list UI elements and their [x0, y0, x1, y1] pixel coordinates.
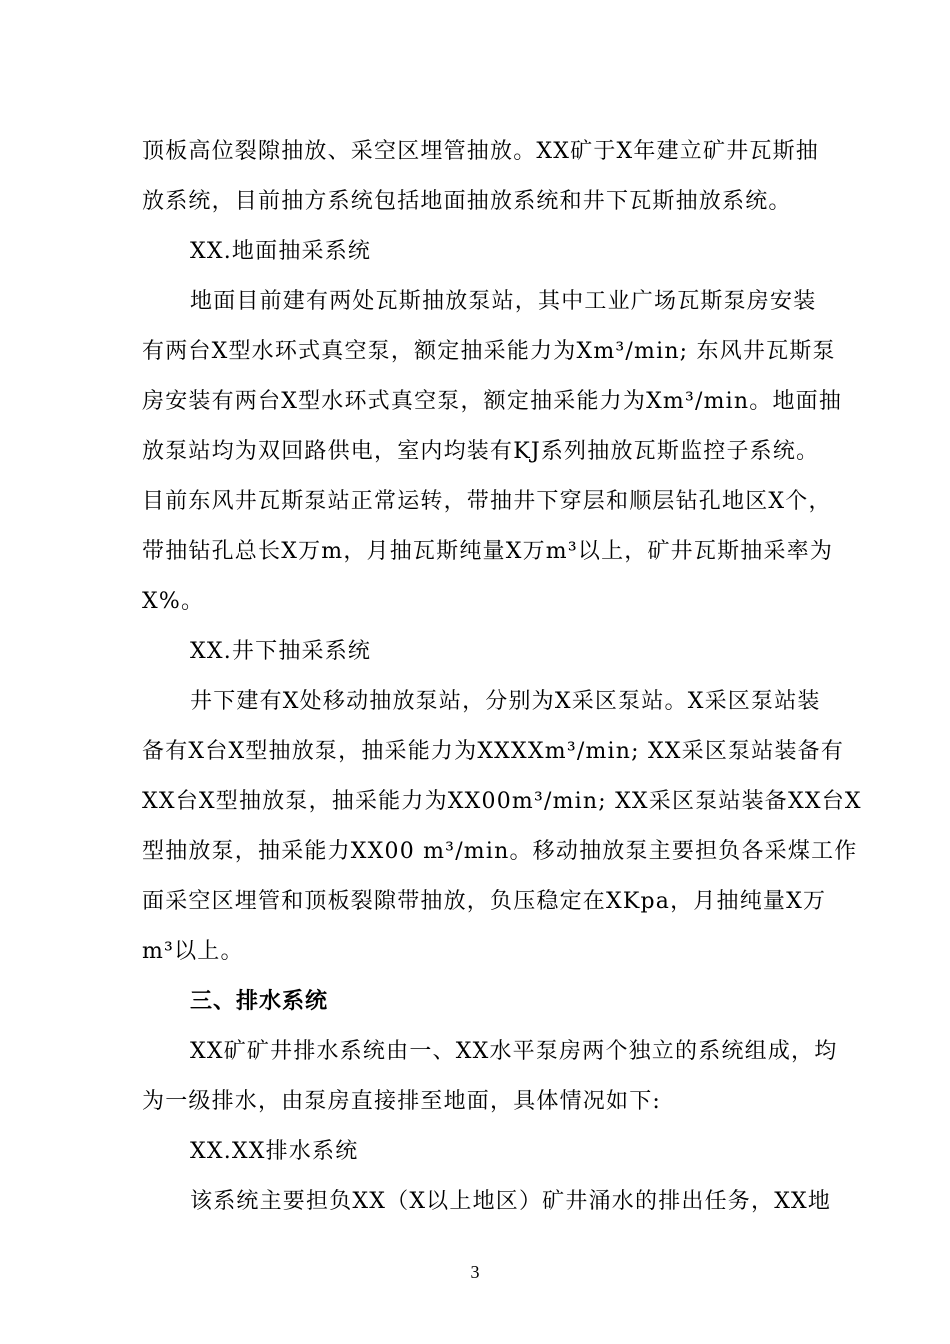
paragraph-line: XX矿矿井排水系统由一、XX水平泵房两个独立的系统组成，均 — [190, 1039, 838, 1064]
paragraph-line: 房安装有两台X型水环式真空泵，额定抽采能力为Xm³/min。地面抽 — [142, 389, 843, 414]
paragraph-line: 型抽放泵，抽采能力XX00 m³/min。移动抽放泵主要担负各采煤工作 — [142, 839, 858, 864]
chapter-heading: 三、排水系统 — [190, 989, 329, 1014]
paragraph-line: 带抽钻孔总长X万m，月抽瓦斯纯量X万m³以上，矿井瓦斯抽采率为 — [142, 539, 834, 564]
paragraph-line: XX台X型抽放泵，抽采能力为XX00m³/min; XX采区泵站装备XX台X — [142, 789, 862, 814]
paragraph-line: 放系统，目前抽方系统包括地面抽放系统和井下瓦斯抽放系统。 — [142, 189, 792, 214]
paragraph-line: 备有X台X型抽放泵，抽采能力为XXXXm³/min; XX采区泵站装备有 — [142, 739, 845, 764]
paragraph-line: 面采空区埋管和顶板裂隙带抽放，负压稳定在XKpa，月抽纯量X万 — [142, 889, 827, 914]
paragraph-line: 井下建有X处移动抽放泵站，分别为X采区泵站。X采区泵站装 — [190, 689, 821, 714]
section-heading: XX.地面抽采系统 — [190, 239, 372, 264]
section-heading: XX.XX排水系统 — [190, 1139, 359, 1164]
paragraph-line: 为一级排水，由泵房直接排至地面，具体情况如下: — [142, 1089, 662, 1114]
paragraph-line: 有两台X型水环式真空泵，额定抽采能力为Xm³/min; 东风井瓦斯泵 — [142, 339, 836, 364]
paragraph-line: 该系统主要担负XX（X以上地区）矿井涌水的排出任务，XX地 — [190, 1189, 832, 1214]
paragraph-line: X%。 — [142, 589, 205, 614]
paragraph-line: 地面目前建有两处瓦斯抽放泵站，其中工业广场瓦斯泵房安装 — [190, 289, 817, 314]
page-number: 3 — [470, 1262, 480, 1282]
paragraph-line: 放泵站均为双回路供电，室内均装有KJ系列抽放瓦斯监控子系统。 — [142, 439, 820, 464]
paragraph-line: 顶板高位裂隙抽放、采空区埋管抽放。XX矿于X年建立矿井瓦斯抽 — [142, 139, 819, 164]
paragraph-line: m³以上。 — [142, 939, 244, 964]
paragraph-line: 目前东风井瓦斯泵站正常运转，带抽井下穿层和顺层钻孔地区X个， — [142, 489, 832, 514]
section-heading: XX.井下抽采系统 — [190, 639, 372, 664]
